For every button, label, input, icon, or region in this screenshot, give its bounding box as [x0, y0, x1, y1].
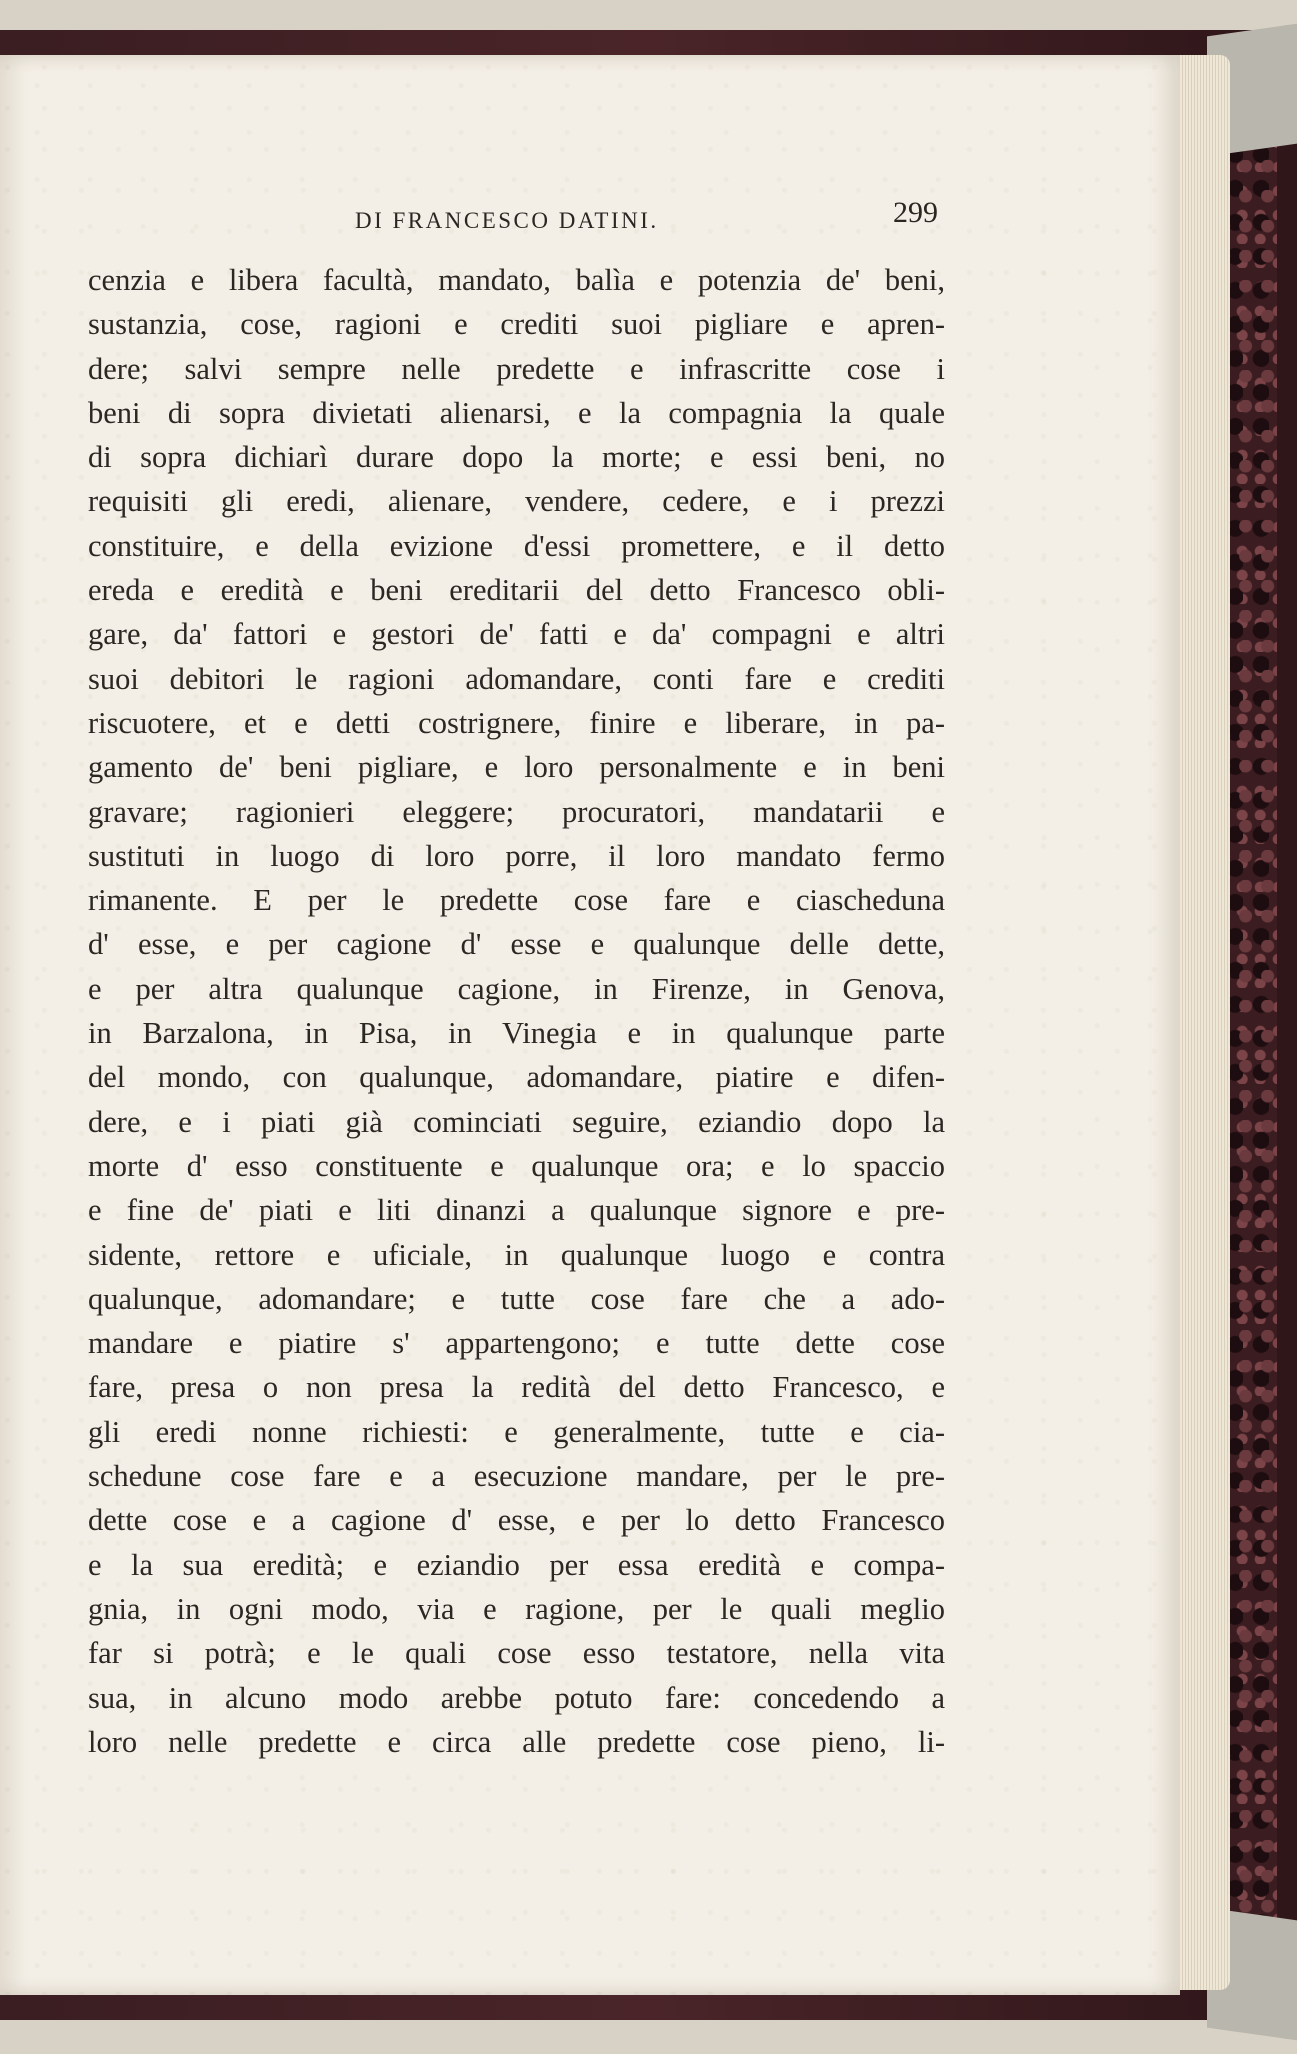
text-line: di sopra dichiarì durare dopo la morte; e essi beni, no [88, 440, 945, 475]
text-line: dere; salvi sempre nelle predette e infrascritte cose i [88, 351, 945, 386]
text-line: in Barzalona, in Pisa, in Vinegia e in qualunque parte [88, 1016, 945, 1051]
text-line: del mondo, con qualunque, adomandare, piatire e difen- [88, 1060, 945, 1095]
text-line: e la sua eredità; e eziandio per essa eredità e compa- [88, 1547, 945, 1582]
text-line: morte d' esso constituente e qualunque ora; e lo spaccio [88, 1148, 945, 1183]
text-line: gare, da' fattori e gestori de' fatti e da' compagni e altri [88, 617, 945, 652]
page-number: 299 [893, 196, 938, 229]
text-line: sustituti in luogo di loro porre, il loro mandato fermo [88, 838, 945, 873]
text-line: loro nelle predette e circa alle predette cose pieno, li- [88, 1724, 945, 1759]
text-line: constituire, e della evizione d'essi promettere, e il detto [88, 528, 945, 563]
text-line: beni di sopra divietati alienarsi, e la compagnia la quale [88, 395, 945, 430]
text-line: gli eredi nonne richiesti: e generalmente, tutte e cia- [88, 1414, 945, 1449]
text-line: ereda e eredità e beni ereditarii del detto Francesco obli- [88, 573, 945, 608]
text-line: gnia, in ogni modo, via e ragione, per le quali meglio [88, 1591, 945, 1626]
text-line: requisiti gli eredi, alienare, vendere, cedere, e i prezzi [88, 484, 945, 519]
text-line: dette cose e a cagione d' esse, e per lo detto Francesco [88, 1503, 945, 1538]
text-line: sua, in alcuno modo arebbe potuto fare: concedendo a [88, 1680, 945, 1715]
text-line: rimanente. E per le predette cose fare e ciascheduna [88, 883, 945, 918]
body-text [88, 258, 945, 1764]
text-line: gamento de' beni pigliare, e loro personalmente e in beni [88, 750, 945, 785]
running-head: DI FRANCESCO DATINI. [355, 208, 659, 233]
text-line: cenzia e libera facultà, mandato, balìa e potenzia de' beni, [88, 263, 945, 297]
text-line: mandare e piatire s' appartengono; e tutte dette cose [88, 1326, 945, 1361]
text-line: d' esse, e per cagione d' esse e qualunque delle dette, [88, 927, 945, 962]
text-line: gravare; ragionieri eleggere; procuratori, mandatarii e [88, 794, 945, 829]
text-line: riscuotere, et e detti costrignere, finire e liberare, in pa- [88, 705, 945, 740]
text-line: schedune cose fare e a esecuzione mandare, per le pre- [88, 1459, 945, 1494]
text-line: fare, presa o non presa la redità del detto Francesco, e [88, 1370, 945, 1405]
text-line: e per altra qualunque cagione, in Firenze, in Genova, [88, 971, 945, 1006]
text-line: e fine de' piati e liti dinanzi a qualunque signore e pre- [88, 1193, 945, 1228]
text-line: suoi debitori le ragioni adomandare, conti fare e crediti [88, 661, 945, 696]
text-line: dere, e i piati già cominciati seguire, eziandio dopo la [88, 1104, 945, 1139]
text-line: sustanzia, cose, ragioni e crediti suoi pigliare e apren- [88, 307, 945, 342]
text-line: qualunque, adomandare; e tutte cose fare che a ado- [88, 1281, 945, 1316]
text-line: sidente, rettore e uficiale, in qualunque luogo e contra [88, 1237, 945, 1272]
text-line: far si potrà; e le quali cose esso testatore, nella vita [88, 1636, 945, 1671]
